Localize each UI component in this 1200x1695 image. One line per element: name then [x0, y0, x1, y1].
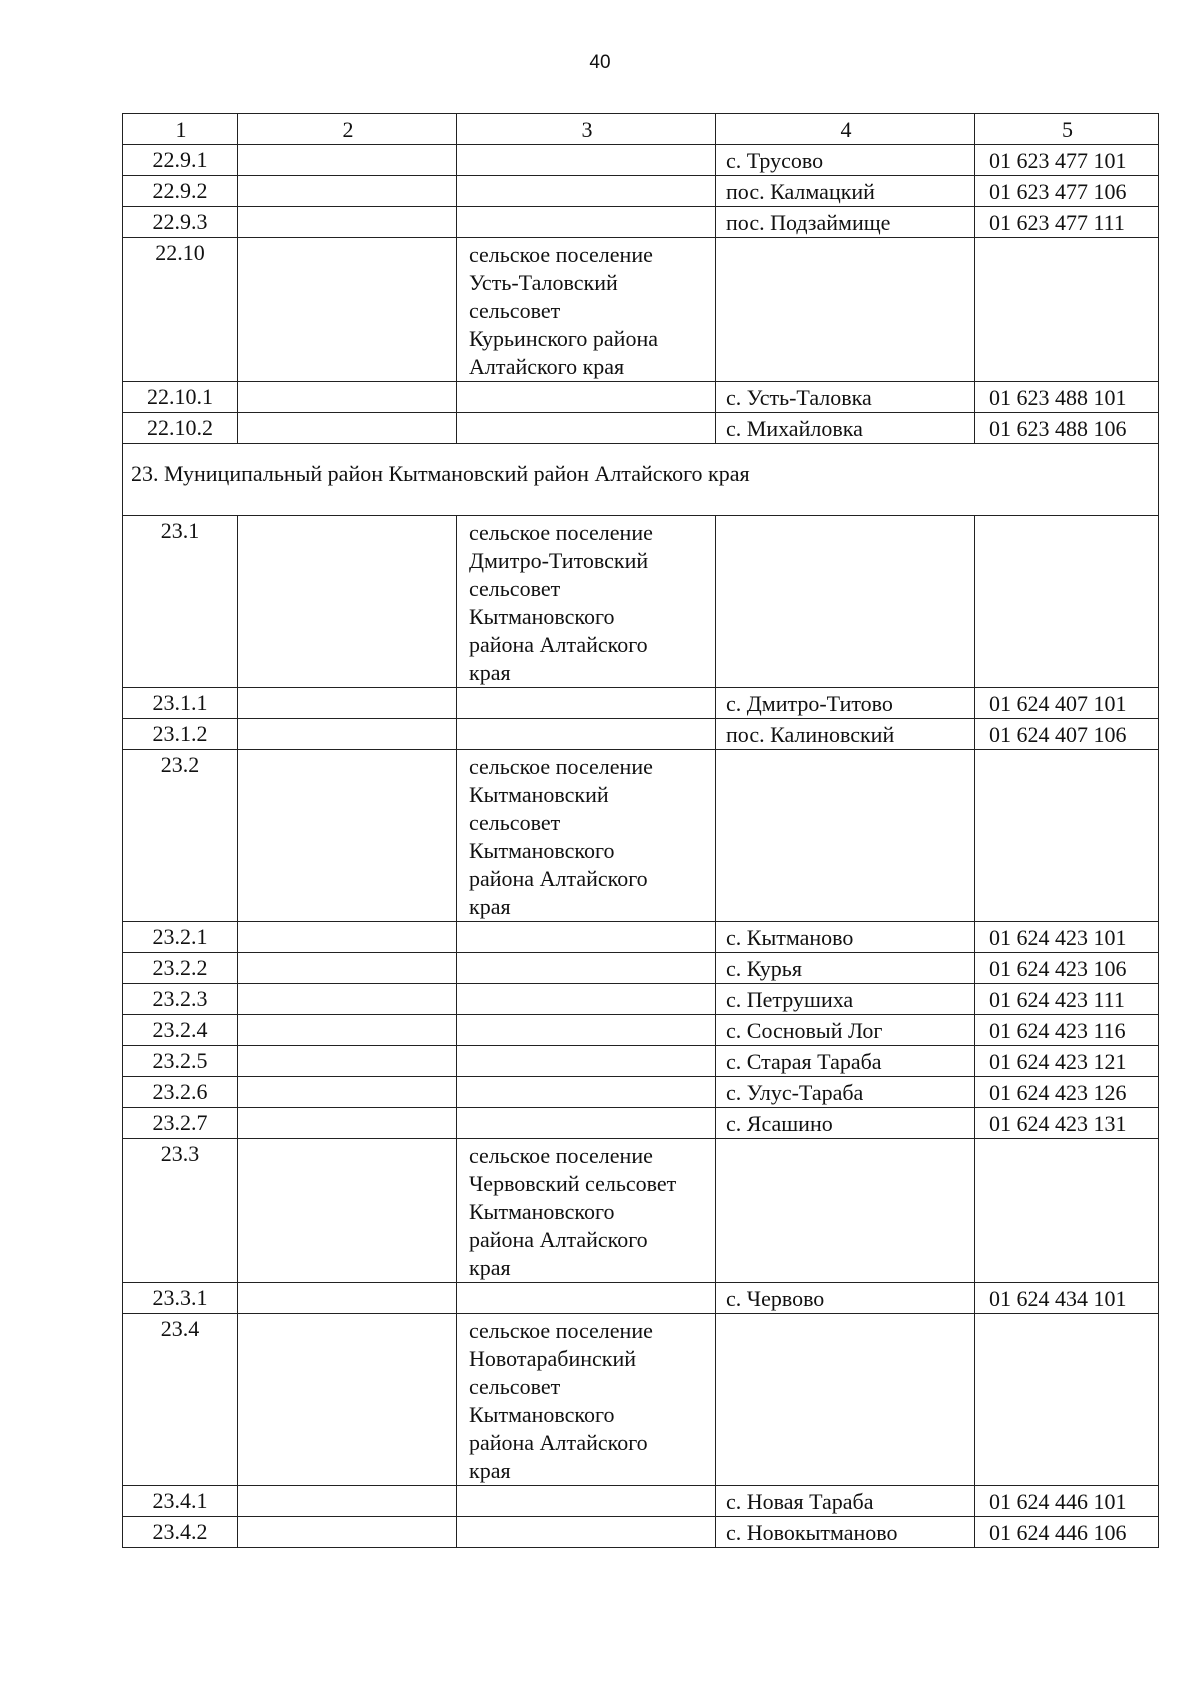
empty-cell	[457, 922, 716, 953]
locality-name-cell: с. Петрушиха	[716, 984, 975, 1015]
empty-cell	[716, 1139, 975, 1283]
row-number-cell: 23.1.2	[123, 719, 238, 750]
row-number-cell: 22.9.2	[123, 176, 238, 207]
empty-cell	[238, 1486, 457, 1517]
page-number: 40	[589, 52, 611, 73]
settlement-name-line: сельсовет	[469, 810, 561, 835]
settlement-name-line: края	[469, 660, 511, 685]
locality-name-cell: с. Трусово	[716, 145, 975, 176]
row-number-cell: 23.2.6	[123, 1077, 238, 1108]
settlement-name-cell	[457, 238, 716, 382]
column-header-1: 1	[123, 114, 238, 145]
locality-name-cell: пос. Подзаймище	[716, 207, 975, 238]
empty-cell	[457, 145, 716, 176]
oktmo-code-cell: 01 624 423 116	[975, 1015, 1159, 1046]
empty-cell	[238, 1314, 457, 1486]
oktmo-code-cell: 01 624 434 101	[975, 1283, 1159, 1314]
section-header-row	[123, 444, 1159, 516]
settlement-name-cell	[457, 750, 716, 922]
locality-name-cell: с. Дмитро-Титово	[716, 688, 975, 719]
settlement-name-line: сельское поселение	[469, 520, 653, 545]
row-number-cell: 22.10	[123, 238, 238, 382]
row-number-cell: 22.10.1	[123, 382, 238, 413]
empty-cell	[457, 413, 716, 444]
settlement-row	[123, 1139, 1159, 1283]
empty-cell	[238, 1517, 457, 1548]
locality-name-cell: с. Курья	[716, 953, 975, 984]
empty-cell	[457, 382, 716, 413]
oktmo-code-cell: 01 624 423 121	[975, 1046, 1159, 1077]
oktmo-code-cell: 01 623 477 101	[975, 145, 1159, 176]
settlement-name-cell	[457, 1314, 716, 1486]
table-row	[123, 207, 1159, 238]
empty-cell	[238, 1015, 457, 1046]
row-number-cell: 23.2.4	[123, 1015, 238, 1046]
oktmo-code-cell: 01 624 446 101	[975, 1486, 1159, 1517]
locality-name-cell: пос. Калиновский	[716, 719, 975, 750]
row-number-cell: 23.2.5	[123, 1046, 238, 1077]
row-number-cell: 23.4	[123, 1314, 238, 1486]
settlement-row	[123, 1314, 1159, 1486]
empty-cell	[238, 719, 457, 750]
oktmo-code-cell: 01 624 423 126	[975, 1077, 1159, 1108]
table-row	[123, 413, 1159, 444]
settlement-name-line: Червовский сельсовет	[469, 1171, 677, 1196]
row-number-cell: 23.2.1	[123, 922, 238, 953]
empty-cell	[238, 688, 457, 719]
locality-name-cell: с. Ясашино	[716, 1108, 975, 1139]
empty-cell	[238, 1077, 457, 1108]
empty-cell	[238, 413, 457, 444]
empty-cell	[238, 238, 457, 382]
settlement-name-line: сельское поселение	[469, 1318, 653, 1343]
empty-cell	[238, 145, 457, 176]
row-number-cell: 23.2.2	[123, 953, 238, 984]
empty-cell	[716, 750, 975, 922]
oktmo-code-cell: 01 624 423 131	[975, 1108, 1159, 1139]
empty-cell	[975, 750, 1159, 922]
settlement-name-line: района Алтайского	[469, 1430, 648, 1455]
table-row	[123, 984, 1159, 1015]
table-row	[123, 719, 1159, 750]
empty-cell	[238, 953, 457, 984]
empty-cell	[457, 1486, 716, 1517]
settlement-name-line: сельское поселение	[469, 754, 653, 779]
table-row	[123, 1486, 1159, 1517]
empty-cell	[457, 1077, 716, 1108]
settlement-name-line: Кытмановского	[469, 1199, 615, 1224]
row-number-cell: 23.2.3	[123, 984, 238, 1015]
settlement-name-line: района Алтайского	[469, 866, 648, 891]
empty-cell	[716, 516, 975, 688]
oktmo-code-cell: 01 624 423 106	[975, 953, 1159, 984]
locality-name-cell: с. Кытманово	[716, 922, 975, 953]
row-number-cell: 23.1.1	[123, 688, 238, 719]
settlement-name-line: сельсовет	[469, 1374, 561, 1399]
settlement-name-line: Дмитро-Титовский	[469, 548, 649, 573]
empty-cell	[975, 1314, 1159, 1486]
locality-name-cell: с. Улус-Тараба	[716, 1077, 975, 1108]
empty-cell	[238, 750, 457, 922]
oktmo-code-cell: 01 623 477 111	[975, 207, 1159, 238]
empty-cell	[457, 953, 716, 984]
column-header-3: 3	[457, 114, 716, 145]
locality-name-cell: с. Новокытманово	[716, 1517, 975, 1548]
empty-cell	[457, 1517, 716, 1548]
table-row	[123, 688, 1159, 719]
settlement-name-line: сельское поселение	[469, 242, 653, 267]
table-row	[123, 922, 1159, 953]
empty-cell	[238, 207, 457, 238]
settlement-registry-table	[122, 113, 1159, 1548]
column-header-4: 4	[716, 114, 975, 145]
empty-cell	[457, 1015, 716, 1046]
settlement-name-line: Алтайского края	[469, 354, 625, 379]
column-header-5: 5	[975, 114, 1159, 145]
locality-name-cell: с. Усть-Таловка	[716, 382, 975, 413]
empty-cell	[457, 1046, 716, 1077]
settlement-name-line: района Алтайского	[469, 1227, 648, 1252]
oktmo-code-cell: 01 624 407 101	[975, 688, 1159, 719]
empty-cell	[975, 238, 1159, 382]
empty-cell	[457, 1283, 716, 1314]
empty-cell	[238, 922, 457, 953]
empty-cell	[238, 984, 457, 1015]
empty-cell	[238, 176, 457, 207]
row-number-cell: 22.10.2	[123, 413, 238, 444]
settlement-name-line: сельское поселение	[469, 1143, 653, 1168]
row-number-cell: 22.9.1	[123, 145, 238, 176]
oktmo-code-cell: 01 624 407 106	[975, 719, 1159, 750]
row-number-cell: 23.4.1	[123, 1486, 238, 1517]
empty-cell	[238, 1046, 457, 1077]
locality-name-cell: с. Старая Тараба	[716, 1046, 975, 1077]
empty-cell	[457, 688, 716, 719]
row-number-cell: 22.9.3	[123, 207, 238, 238]
table-row	[123, 1077, 1159, 1108]
empty-cell	[975, 1139, 1159, 1283]
empty-cell	[238, 1139, 457, 1283]
oktmo-code-cell: 01 623 477 106	[975, 176, 1159, 207]
row-number-cell: 23.2.7	[123, 1108, 238, 1139]
row-number-cell: 23.1	[123, 516, 238, 688]
row-number-cell: 23.4.2	[123, 1517, 238, 1548]
locality-name-cell: с. Новая Тараба	[716, 1486, 975, 1517]
settlement-name-line: сельсовет	[469, 298, 561, 323]
oktmo-code-cell: 01 623 488 106	[975, 413, 1159, 444]
row-number-cell: 23.2	[123, 750, 238, 922]
locality-name-cell: с. Михайловка	[716, 413, 975, 444]
settlement-row	[123, 750, 1159, 922]
settlement-name-cell	[457, 1139, 716, 1283]
table-row	[123, 1046, 1159, 1077]
settlement-name-line: сельсовет	[469, 576, 561, 601]
settlement-row	[123, 516, 1159, 688]
settlement-name-line: Кытмановского	[469, 1402, 615, 1427]
oktmo-code-cell: 01 624 446 106	[975, 1517, 1159, 1548]
table-header-row	[123, 114, 1159, 145]
row-number-cell: 23.3	[123, 1139, 238, 1283]
empty-cell	[457, 719, 716, 750]
empty-cell	[716, 1314, 975, 1486]
settlement-name-line: края	[469, 1255, 511, 1280]
empty-cell	[457, 207, 716, 238]
oktmo-code-cell: 01 624 423 111	[975, 984, 1159, 1015]
empty-cell	[238, 1283, 457, 1314]
settlement-name-line: Кытмановского	[469, 604, 615, 629]
row-number-cell: 23.3.1	[123, 1283, 238, 1314]
table-row	[123, 1283, 1159, 1314]
settlement-row	[123, 238, 1159, 382]
settlement-name-cell	[457, 516, 716, 688]
settlement-name-line: края	[469, 894, 511, 919]
table-row	[123, 176, 1159, 207]
settlement-name-line: Курьинского района	[469, 326, 658, 351]
empty-cell	[457, 1108, 716, 1139]
table-row	[123, 1108, 1159, 1139]
empty-cell	[238, 1108, 457, 1139]
settlement-name-line: Кытмановский	[469, 782, 609, 807]
oktmo-code-cell: 01 623 488 101	[975, 382, 1159, 413]
locality-name-cell: пос. Калмацкий	[716, 176, 975, 207]
column-header-2: 2	[238, 114, 457, 145]
empty-cell	[457, 984, 716, 1015]
empty-cell	[238, 516, 457, 688]
table-row	[123, 1517, 1159, 1548]
locality-name-cell: с. Сосновый Лог	[716, 1015, 975, 1046]
empty-cell	[975, 516, 1159, 688]
empty-cell	[716, 238, 975, 382]
table-row	[123, 1015, 1159, 1046]
table-row	[123, 145, 1159, 176]
section-title: 23. Муниципальный район Кытмановский район Алтайского края	[123, 444, 1159, 516]
table-row	[123, 382, 1159, 413]
locality-name-cell: с. Червово	[716, 1283, 975, 1314]
oktmo-code-cell: 01 624 423 101	[975, 922, 1159, 953]
settlement-name-line: района Алтайского	[469, 632, 648, 657]
settlement-name-line: края	[469, 1458, 511, 1483]
table-row	[123, 953, 1159, 984]
settlement-name-line: Новотарабинский	[469, 1346, 636, 1371]
empty-cell	[238, 382, 457, 413]
empty-cell	[457, 176, 716, 207]
settlement-name-line: Кытмановского	[469, 838, 615, 863]
settlement-name-line: Усть-Таловский	[469, 270, 618, 295]
